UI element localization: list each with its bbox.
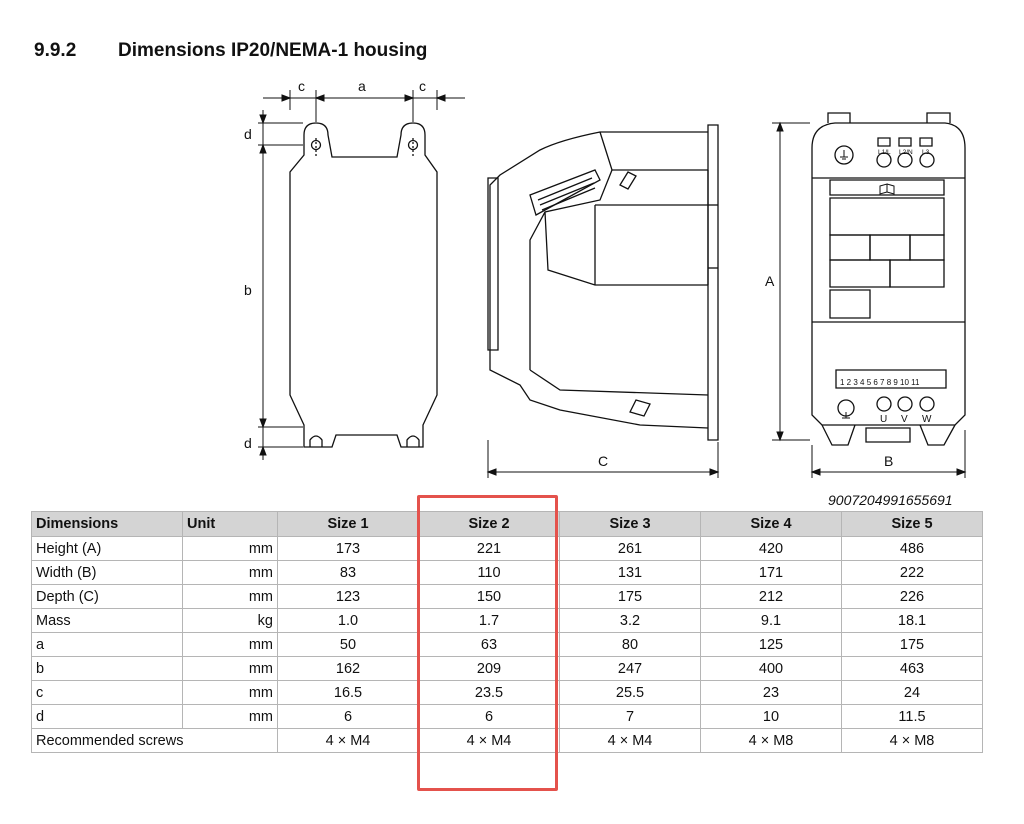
book-icon bbox=[880, 184, 894, 194]
cell-size-1: 1.0 bbox=[278, 609, 419, 633]
front-view bbox=[812, 113, 965, 445]
cell-size-1: 16.5 bbox=[278, 681, 419, 705]
terminal-label-l2: L2/N bbox=[899, 149, 913, 156]
row-label: a bbox=[32, 633, 183, 657]
table-row bbox=[32, 537, 983, 561]
cell-size-4: 400 bbox=[701, 657, 842, 681]
cell-size-3: 247 bbox=[560, 657, 701, 681]
cell-size-2: 1.7 bbox=[419, 609, 560, 633]
table-row-screws bbox=[32, 729, 983, 753]
table-row bbox=[32, 561, 983, 585]
cell-size-5: 486 bbox=[842, 537, 983, 561]
control-terminal-numbers: 1 2 3 4 5 6 7 8 9 10 11 bbox=[840, 378, 920, 387]
header-size-2: Size 2 bbox=[419, 512, 560, 537]
cell-size-4: 125 bbox=[701, 633, 842, 657]
row-label: Depth (C) bbox=[32, 585, 183, 609]
header-size-4: Size 4 bbox=[701, 512, 842, 537]
row-label: b bbox=[32, 657, 183, 681]
cell-size-4: 23 bbox=[701, 681, 842, 705]
section-number: 9.9.2 bbox=[34, 40, 77, 61]
cell-size-2: 221 bbox=[419, 537, 560, 561]
cell-size-1: 123 bbox=[278, 585, 419, 609]
header-size-5: Size 5 bbox=[842, 512, 983, 537]
motor-terminal-v: V bbox=[901, 414, 908, 425]
row-unit: mm bbox=[183, 705, 278, 729]
terminal-label-l1: L1/L bbox=[878, 149, 891, 156]
cell-size-5: 24 bbox=[842, 681, 983, 705]
dim-label-B: B bbox=[884, 453, 894, 469]
cell-size-3: 175 bbox=[560, 585, 701, 609]
dim-label-c-right: c bbox=[419, 78, 426, 94]
cell-size-5: 18.1 bbox=[842, 609, 983, 633]
cell-size-4: 212 bbox=[701, 585, 842, 609]
cell-size-3: 80 bbox=[560, 633, 701, 657]
row-label-screws: Recommended screws bbox=[32, 729, 278, 753]
terminal-label-l3: L3 bbox=[922, 149, 930, 156]
cell-size-2: 110 bbox=[419, 561, 560, 585]
dim-label-d-top: d bbox=[244, 126, 252, 142]
row-label: Mass bbox=[32, 609, 183, 633]
section-title: Dimensions IP20/NEMA-1 housing bbox=[118, 40, 428, 61]
cell-size-4: 10 bbox=[701, 705, 842, 729]
row-unit: mm bbox=[183, 657, 278, 681]
cell-size-2: 4 × M4 bbox=[419, 729, 560, 753]
row-label: d bbox=[32, 705, 183, 729]
cell-size-1: 6 bbox=[278, 705, 419, 729]
table-row bbox=[32, 609, 983, 633]
cell-size-1: 83 bbox=[278, 561, 419, 585]
cell-size-3: 4 × M4 bbox=[560, 729, 701, 753]
cell-size-2: 23.5 bbox=[419, 681, 560, 705]
cell-size-4: 4 × M8 bbox=[701, 729, 842, 753]
header-unit: Unit bbox=[183, 512, 278, 537]
table-row bbox=[32, 633, 983, 657]
motor-terminal-w: W bbox=[922, 414, 932, 425]
table-header-row bbox=[32, 512, 983, 537]
row-unit: mm bbox=[183, 681, 278, 705]
dimensions-table bbox=[31, 511, 983, 753]
dimension-lines-front bbox=[258, 90, 465, 460]
row-label: Width (B) bbox=[32, 561, 183, 585]
header-size-3: Size 3 bbox=[560, 512, 701, 537]
table-row bbox=[32, 657, 983, 681]
cell-size-3: 261 bbox=[560, 537, 701, 561]
row-unit: mm bbox=[183, 585, 278, 609]
row-unit: kg bbox=[183, 609, 278, 633]
cell-size-4: 420 bbox=[701, 537, 842, 561]
row-unit: mm bbox=[183, 537, 278, 561]
dim-label-d-bottom: d bbox=[244, 435, 252, 451]
cell-size-5: 11.5 bbox=[842, 705, 983, 729]
dim-label-b: b bbox=[244, 282, 252, 298]
dim-label-a: a bbox=[358, 78, 366, 94]
cell-size-4: 171 bbox=[701, 561, 842, 585]
cell-size-2: 209 bbox=[419, 657, 560, 681]
cell-size-3: 25.5 bbox=[560, 681, 701, 705]
header-size-1: Size 1 bbox=[278, 512, 419, 537]
row-unit: mm bbox=[183, 633, 278, 657]
cell-size-4: 9.1 bbox=[701, 609, 842, 633]
cell-size-1: 173 bbox=[278, 537, 419, 561]
row-label: Height (A) bbox=[32, 537, 183, 561]
row-unit: mm bbox=[183, 561, 278, 585]
cell-size-3: 131 bbox=[560, 561, 701, 585]
table-row bbox=[32, 705, 983, 729]
cell-size-5: 4 × M8 bbox=[842, 729, 983, 753]
cell-size-1: 4 × M4 bbox=[278, 729, 419, 753]
cell-size-5: 222 bbox=[842, 561, 983, 585]
cell-size-1: 162 bbox=[278, 657, 419, 681]
row-label: c bbox=[32, 681, 183, 705]
cell-size-3: 3.2 bbox=[560, 609, 701, 633]
table-row bbox=[32, 681, 983, 705]
cell-size-5: 226 bbox=[842, 585, 983, 609]
dim-label-A: A bbox=[765, 273, 775, 289]
cell-size-5: 463 bbox=[842, 657, 983, 681]
dim-label-C: C bbox=[598, 453, 609, 469]
cell-size-2: 63 bbox=[419, 633, 560, 657]
side-view bbox=[488, 125, 718, 440]
cell-size-2: 150 bbox=[419, 585, 560, 609]
drawing-reference-id: 9007204991655691 bbox=[828, 492, 953, 508]
header-dimensions: Dimensions bbox=[32, 512, 183, 537]
mounting-plate-outline bbox=[290, 123, 437, 447]
cell-size-3: 7 bbox=[560, 705, 701, 729]
motor-terminal-u: U bbox=[880, 414, 888, 425]
dim-label-c-left: c bbox=[298, 78, 305, 94]
cell-size-5: 175 bbox=[842, 633, 983, 657]
cell-size-1: 50 bbox=[278, 633, 419, 657]
table-row bbox=[32, 585, 983, 609]
cell-size-2: 6 bbox=[419, 705, 560, 729]
